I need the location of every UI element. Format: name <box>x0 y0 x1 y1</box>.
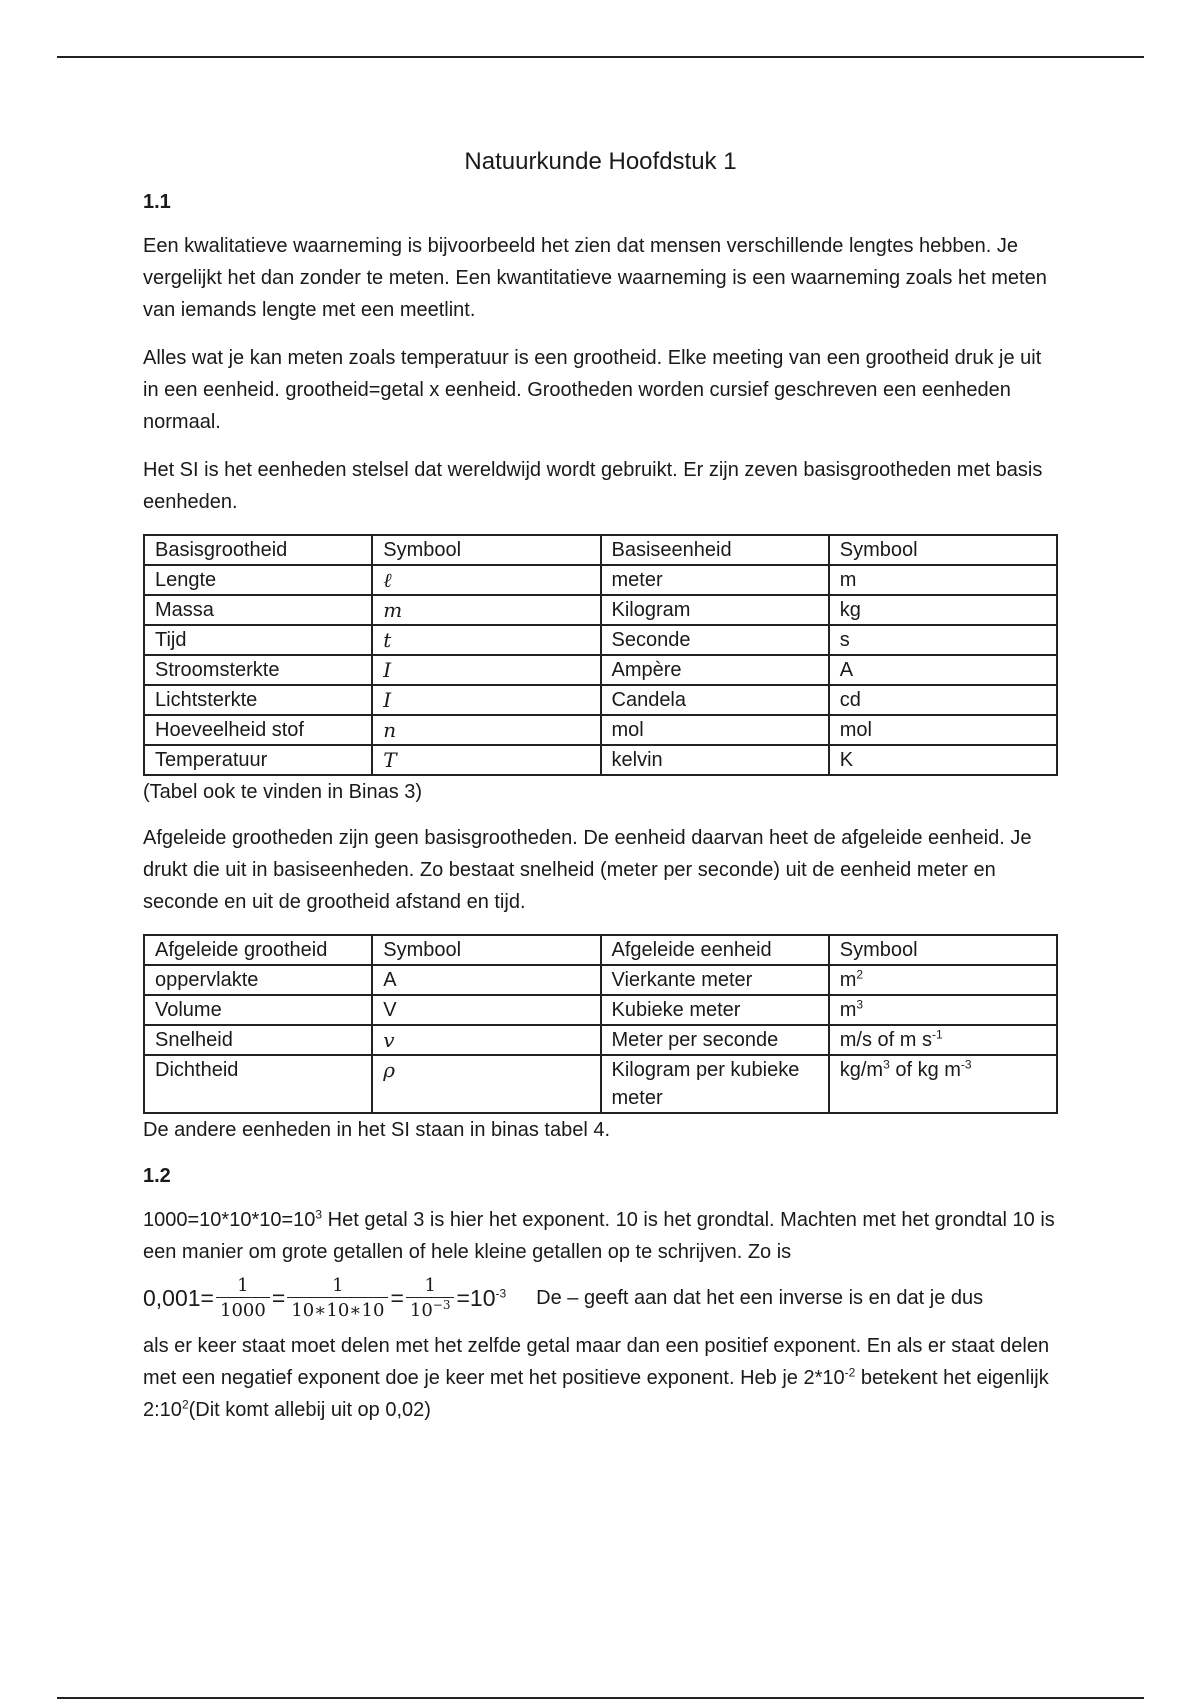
table-row <box>144 565 1057 595</box>
table1-header-cell: Basiseenheid <box>601 535 829 565</box>
table-row <box>144 1025 1057 1055</box>
table-cell: cd <box>829 685 1057 715</box>
paragraph-waarneming: Een kwalitatieve waarneming is bijvoorbeeld het zien dat mensen verschillende lengtes hebben. Je vergelijkt het dan zonder te meten. Een kwantitatieve waarneming is een waarneming zoals het meten van iemands lengte met een meetlint. <box>143 235 1047 321</box>
table-row <box>144 655 1057 685</box>
paragraph-grootheid: Alles wat je kan meten zoals temperatuur is een grootheid. Elke meeting van een grootheid druk je uit in een eenheid. grootheid=getal x eenheid. Grootheden worden cursief geschreven een eenheden normaal. <box>143 347 1042 433</box>
table-cell: Dichtheid <box>144 1055 372 1113</box>
table-cell: mol <box>829 715 1057 745</box>
table-cell: Lengte <box>144 565 372 595</box>
paragraph-exponent-uitleg: als er keer staat moet delen met het zelfde getal maar dan een positief exponent. En als er staat delen met een negatief exponent doe je keer met het positieve exponent. Heb je $2*10^{-2}$ betekent het eigenlijk $2:10^2(Dit$ komt allebij uit op 0,02) <box>143 1335 1050 1421</box>
page-title: Natuurkunde Hoofdstuk 1 <box>464 148 737 175</box>
table-cell: $kg/m^3$ of kg $m^{-3}$ <box>829 1055 1057 1113</box>
table-cell: $m^3$ <box>829 995 1057 1025</box>
table1-header-cell: Basisgrootheid <box>144 535 372 565</box>
table-cell: Meter per seconde <box>601 1025 829 1055</box>
table-afgeleide-grootheden <box>143 934 1058 1114</box>
table1-header-cell: Symbool <box>829 535 1057 565</box>
equation-line: 0,001= $\frac{1}{1000}$ = $\frac{1}{10∗10∗10}$ = $\frac{1}{10^{-3}}$ $=10^{-3}$ De – geeft aan dat het een inverse is en dat je dus <box>143 1274 984 1321</box>
table-cell: V <box>372 995 600 1025</box>
table-cell: Kilogram per kubieke meter <box>601 1055 829 1113</box>
table-cell: m <box>829 565 1057 595</box>
table-cell: oppervlakte <box>144 965 372 995</box>
table-cell: m <box>372 595 600 625</box>
table-cell: A <box>829 655 1057 685</box>
table-cell: Volume <box>144 995 372 1025</box>
table-cell: v <box>372 1025 600 1055</box>
table-cell: A <box>372 965 600 995</box>
table-cell: ℓ <box>372 565 600 595</box>
table-cell: I <box>372 655 600 685</box>
table-cell: Temperatuur <box>144 745 372 775</box>
table-cell: Ampère <box>601 655 829 685</box>
table1-header-row <box>144 535 1057 565</box>
table-cell: Kubieke meter <box>601 995 829 1025</box>
table-cell: mol <box>601 715 829 745</box>
table2-header-row <box>144 935 1057 965</box>
table-row <box>144 995 1057 1025</box>
table-row <box>144 595 1057 625</box>
table-row <box>144 715 1057 745</box>
paragraph-afgeleide: Afgeleide grootheden zijn geen basisgrootheden. De eenheid daarvan heet de afgeleide eenheid. Je drukt die uit in basiseenheden. Zo bestaat snelheid (meter per seconde) uit de eenheid meter en seconde en uit de grootheid afstand en tijd. <box>143 827 1032 913</box>
table-basisgrootheden <box>143 534 1058 776</box>
equation-note: De – geeft aan dat het een inverse is en dat je dus <box>536 1287 984 1309</box>
header-rule <box>57 56 1144 58</box>
table-cell: kelvin <box>601 745 829 775</box>
table-row <box>144 1055 1057 1113</box>
table-cell: ρ <box>372 1055 600 1113</box>
table-cell: meter <box>601 565 829 595</box>
fraction-3: $\frac{1}{10^{-3}}$ <box>406 1275 455 1322</box>
table-cell: Tijd <box>144 625 372 655</box>
table-cell: s <box>829 625 1057 655</box>
table-cell: t <box>372 625 600 655</box>
paragraph-si: Het SI is het eenheden stelsel dat wereldwijd wordt gebruikt. Er zijn zeven basisgrootheden met basis eenheden. <box>143 459 1043 513</box>
table-row <box>144 965 1057 995</box>
table2-caption: De andere eenheden in het SI staan in binas tabel 4. <box>143 1119 611 1141</box>
table1-caption: (Tabel ook te vinden in Binas 3) <box>143 781 423 803</box>
table2-header-cell: Afgeleide eenheid <box>601 935 829 965</box>
table-cell: Snelheid <box>144 1025 372 1055</box>
table-cell: n <box>372 715 600 745</box>
table-row <box>144 745 1057 775</box>
table2-header-cell: Symbool <box>372 935 600 965</box>
table-cell: K <box>829 745 1057 775</box>
table2-header-cell: Afgeleide grootheid <box>144 935 372 965</box>
section-heading-1-2: 1.2 <box>143 1165 171 1187</box>
table-cell: Lichtsterkte <box>144 685 372 715</box>
table-cell: Massa <box>144 595 372 625</box>
table-cell: $m^2$ <box>829 965 1057 995</box>
table-cell: kg <box>829 595 1057 625</box>
table-cell: I <box>372 685 600 715</box>
footer-rule <box>57 1697 1144 1699</box>
table-cell: T <box>372 745 600 775</box>
table-cell: Kilogram <box>601 595 829 625</box>
table-cell: Hoeveelheid stof <box>144 715 372 745</box>
table-cell: Stroomsterkte <box>144 655 372 685</box>
equation-rhs: $=10^{-3}$ <box>456 1285 507 1311</box>
table1-header-cell: Symbool <box>372 535 600 565</box>
equation-lhs: 0,001= <box>143 1285 214 1311</box>
fraction-2: $\frac{1}{10∗10∗10}$ <box>287 1275 388 1322</box>
table-cell: Candela <box>601 685 829 715</box>
table-row <box>144 625 1057 655</box>
fraction-1: $\frac{1}{1000}$ <box>216 1275 270 1322</box>
document-body <box>143 142 1058 1426</box>
table-row <box>144 685 1057 715</box>
table-cell: Vierkante meter <box>601 965 829 995</box>
paragraph-machten: $1000=10*10*10=10^3$ Het getal 3 is hier het exponent. 10 is het grondtal. Machten met het grondtal 10 is een manier om grote getallen of hele kleine getallen op te schrijven. Zo is <box>143 1207 1055 1263</box>
table-cell: Seconde <box>601 625 829 655</box>
table-cell: m/s of m $s^{-1}$ <box>829 1025 1057 1055</box>
section-heading-1-1: 1.1 <box>143 191 171 213</box>
table2-header-cell: Symbool <box>829 935 1057 965</box>
